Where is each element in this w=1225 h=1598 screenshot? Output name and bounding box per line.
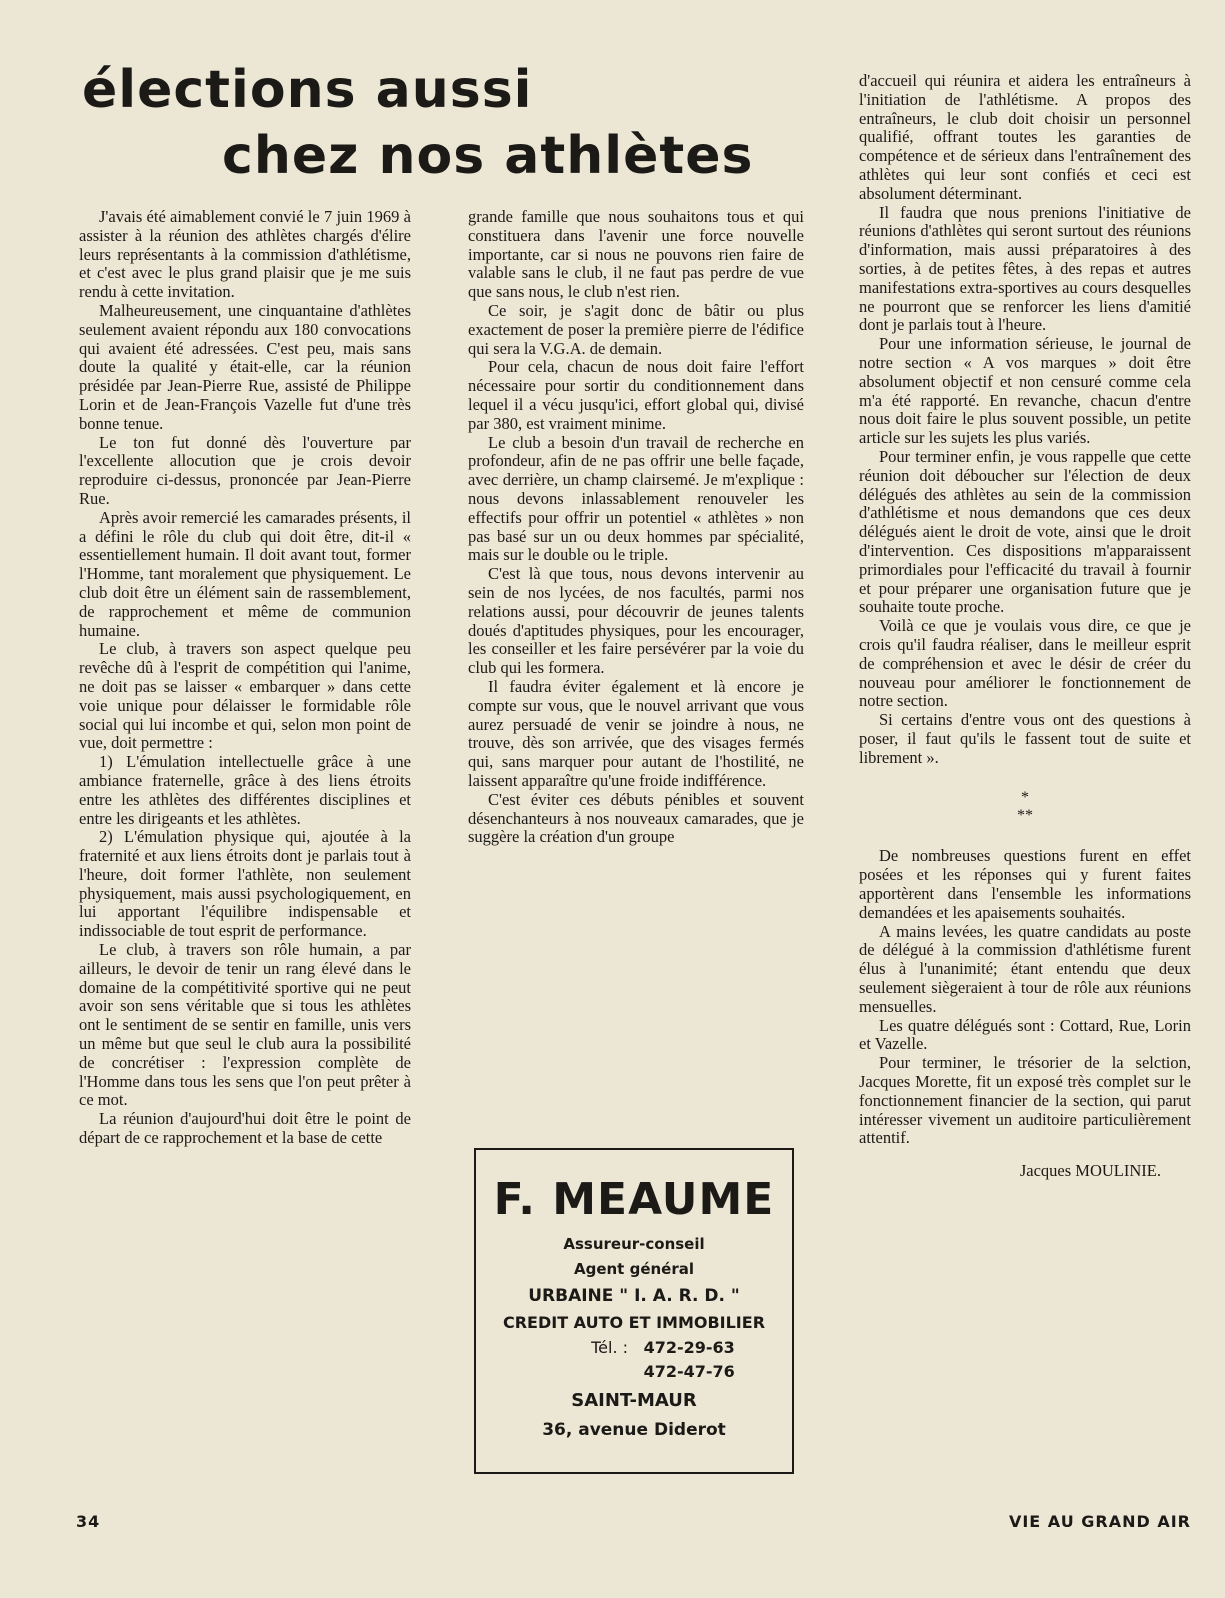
paragraph: Le club a besoin d'un travail de recherche en profondeur, afin de ne pas offrir une belle façade, avec derrière, un champ clairsemé. Je m'explique : nous devons inlassablement renouveler les effectifs pour offrir un potentiel « athlètes » non pas basé sur un ou deux hommes par spécialité, mais sur le double ou le triple. <box>468 432 804 565</box>
paragraph: Après avoir remercié les camarades présents, il a défini le rôle du club qui doit être, dit-il « essentiellement humain. Il doit avant tout, former l'Homme, tant moralement que physiquement. Le club doit être un élément sain de rassemblement, de rapprochement et même de communion humaine. <box>79 507 411 640</box>
paragraph: Le club, à travers son aspect quelque peu revêche dû à l'esprit de compétition qui l'anime, ne doit pas se laisser « embarquer » dans cette voie unique pour délaisser le formidable rôle social qui lui incombe et qui, selon mon point de vue, doit permettre : <box>79 639 411 753</box>
magazine-name: VIE AU GRAND AIR <box>1008 1512 1191 1531</box>
paragraph: 2) L'émulation physique qui, ajoutée à la fraternité et aux liens étroits dont je parlais tout à l'heure, doit former l'athlète, non seulement physiquement, mais aussi psychologiquement, en lui apportant l'équilibre indispensable et indissociable de tout esprit de performance. <box>79 827 411 941</box>
article-column-1 <box>79 208 411 1148</box>
advertisement-box <box>474 1148 794 1474</box>
paragraph: Voilà ce que je voulais vous dire, ce que je crois qu'il faudra réaliser, dans le meilleur esprit de compréhension et avec le désir de créer du nouveau pour améliorer le fonctionnement de notre section. <box>859 616 1191 711</box>
paragraph: Pour cela, chacun de nous doit faire l'effort nécessaire pour sortir du conditionnement dans lequel il a vécu jusqu'ici, effort global qui, divisé par 380, est vraiment minime. <box>468 357 804 433</box>
paragraph: Pour terminer, le trésorier de la selction, Jacques Morette, fit un exposé très complet sur le fonctionnement financier de la section, qui parut intéresser vivement un auditoire particulièrement attentif. <box>859 1053 1191 1148</box>
ad-credit: CREDIT AUTO ET IMMOBILIER <box>502 1313 766 1332</box>
paragraph: grande famille que nous souhaitons tous et qui constituera dans l'avenir une force nouvelle importante, car si nous ne pouvons rien faire de valable sans le club, il ne faut pas perdre de vue que sans nous, le club n'est rien. <box>468 207 804 302</box>
paragraph: Malheureusement, une cinquantaine d'athlètes seulement avaient répondu aux 180 convocations qui avaient été adressées. C'est peu, mais sans doute la qualité y était-elle, car la réunion présidée par Jean-Pierre Rue, assisté de Philippe Lorin et de Jean-François Vazelle fut d'une très bonne tenue. <box>79 300 411 433</box>
paragraph: A mains levées, les quatre candidats au poste de délégué à la commission d'athlétisme furent élus à l'unanimité; étant entendu que deux seulement siègeraient à tour de rôle aux réunions mensuelles. <box>859 921 1191 1016</box>
ad-telephone <box>476 1336 792 1384</box>
paragraph: Il faudra que nous prenions l'initiative de réunions d'athlètes qui seront surtout des réunions d'information, mais aussi préparatoires à des sorties, à de petites fêtes, à des repas et autres manifestations extra-sportives au cours desquelles ne pourront que se renforcer les liens d'amitié dont je parlais tout à l'heure. <box>859 202 1191 335</box>
ad-company: URBAINE " I. A. R. D. " <box>528 1286 740 1306</box>
article-column-2 <box>468 208 804 847</box>
paragraph: Le ton fut donné dès l'ouverture par l'excellente allocution que je crois devoir reproduire ci-dessus, prononcée par Jean-Pierre Rue. <box>79 432 411 508</box>
ad-tel-label: Tél. : <box>591 1338 628 1357</box>
ad-tel-2: 472-47-76 <box>643 1362 735 1381</box>
section-separator: * ** <box>1017 789 1033 825</box>
paragraph: Pour terminer enfin, je vous rappelle que cette réunion doit déboucher sur l'élection de deux délégués des athlètes au sein de la commission d'athlétisme et nous demandons que ces deux délégués aient le droit de vote, ainsi que le droit d'intervention. Ces dispositions m'apparaissent primordiales pour l'efficacité du travail à fournir et pour préparer une organisation future que je souhaite toute proche. <box>859 446 1191 617</box>
ad-tel-1: 472-29-63 <box>643 1338 735 1357</box>
paragraph: Il faudra éviter également et là encore je compte sur vous, que le nouvel arrivant que vous aurez persuadé de venir se joindre à nous, ne trouve, dès son arrivée, que des visages fermés qui, sans marquer pour autant de l'hostilité, ne laissent apparaître qu'une froide indifférence. <box>468 676 804 790</box>
paragraph: 1) L'émulation intellectuelle grâce à une ambiance fraternelle, grâce à des liens étroits entre les athlètes des différentes disciplines et entre les dirigeants et les athlètes. <box>79 752 411 828</box>
paragraph: Le club, à travers son rôle humain, a par ailleurs, le devoir de tenir un rang élevé dans le domaine de la compétitivité sportive qui ne peut avoir son sens véritable que si tous les athlètes ont le sentiment de se sentir en famille, unis vers un même but que seul le club aura la possibilité de concrétiser : l'expression complète de l'Homme dans tous les sens que l'on peut prêter à ce mot. <box>79 940 411 1110</box>
paragraph: Les quatre délégués sont : Cottard, Rue, Lorin et Vazelle. <box>859 1015 1191 1054</box>
ad-city: SAINT-MAUR <box>571 1390 697 1411</box>
paragraph: d'accueil qui réunira et aidera les entraîneurs à l'initiation de l'athlétisme. A propos des entraîneurs, le club doit choisir un personnel qualifié, offrant toutes les garanties de compétence et de sérieux dans l'entraînement des athlètes qui leur sont confiés et ceci est absolument déterminant. <box>859 71 1191 203</box>
paragraph: De nombreuses questions furent en effet posées et les réponses qui y furent faites apportèrent dans l'ensemble les informations demandées et les apaisements souhaités. <box>859 846 1191 922</box>
paragraph: C'est là que tous, nous devons intervenir au sein de nos lycées, de nos facultés, parmi nos relations aussi, pour découvrir de jeunes talents doués d'aptitudes physiques, pour les encourager, les conseiller et les faire persévérer par la voie du club qui les formera. <box>468 564 804 678</box>
paragraph: Ce soir, je s'agit donc de bâtir ou plus exactement de poser la première pierre de l'édifice qui sera la V.G.A. de demain. <box>468 300 804 358</box>
paragraph: Pour une information sérieuse, le journal de notre section « A vos marques » doit être absolument objectif et non censuré comme cela m'a été rapporté. En revanche, chacun d'entre nous doit faire le plus souvent possible, un petite article sur les sujets les plus variés. <box>859 334 1191 448</box>
paragraph: J'avais été aimablement convié le 7 juin 1969 à assister à la réunion des athlètes chargés d'élire leurs représentants à la commission d'athlétisme, et c'est avec le plus grand plaisir que je me suis rendu à cette invitation. <box>79 207 411 302</box>
paragraph: Si certains d'entre vous ont des questions à poser, il faut qu'ils le fassent tout de suite et librement ». <box>859 710 1191 767</box>
ad-line-1: Assureur-conseil <box>563 1235 705 1253</box>
article-column-3 <box>859 72 1191 1181</box>
article-title-line-2: chez nos athlètes <box>222 126 754 186</box>
article-title-line-1: élections aussi <box>82 60 533 120</box>
author-signature: Jacques MOULINIE. <box>1019 1161 1161 1181</box>
ad-address: 36, avenue Diderot <box>542 1420 726 1440</box>
page-number: 34 <box>76 1512 101 1531</box>
ad-name: F. MEAUME <box>493 1174 775 1225</box>
paragraph: C'est éviter ces débuts pénibles et souvent désenchanteurs à nos nouveaux camarades, que je suggère la création d'un groupe <box>468 789 804 847</box>
paragraph: La réunion d'aujourd'hui doit être le point de départ de ce rapprochement et la base de cette <box>79 1109 411 1148</box>
ad-line-2: Agent général <box>573 1260 694 1278</box>
